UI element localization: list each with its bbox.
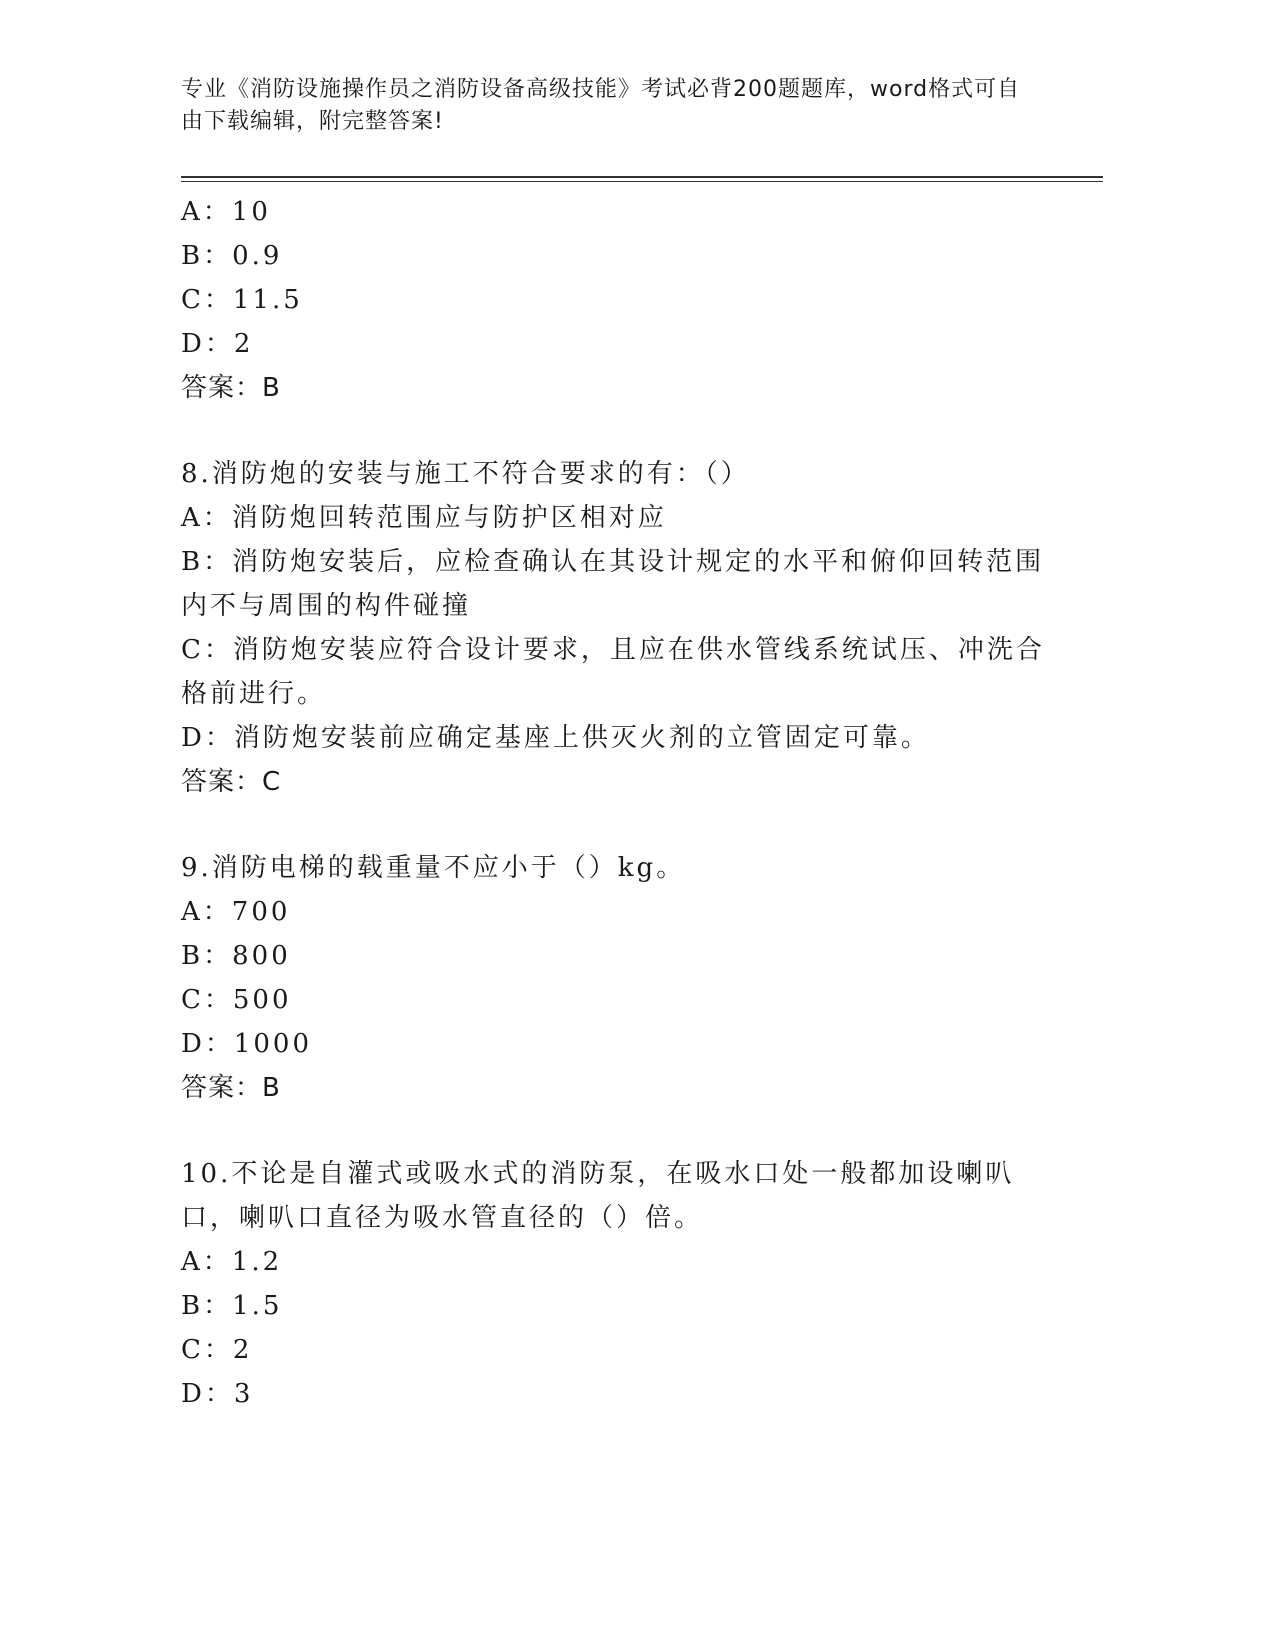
option-b: B：1.5 (181, 1291, 283, 1321)
option-c: C：消防炮安装应符合设计要求，且应在供水管线系统试压、冲洗合格前进行。 (181, 635, 1045, 709)
spacer (181, 1110, 1061, 1152)
option-b: B：消防炮安装后，应检查确认在其设计规定的水平和俯仰回转范围内不与周围的构件碰撞 (181, 547, 1045, 621)
question-stem: 10.不论是自灌式或吸水式的消防泵，在吸水口处一般都加设喇叭口，喇叭口直径为吸水管直径的（）倍。 (181, 1159, 1015, 1233)
document-content (181, 190, 1061, 1416)
question-block-8 (181, 452, 1061, 804)
question-block-10 (181, 1152, 1061, 1416)
option-a: A：700 (181, 897, 291, 927)
option-c: C：500 (181, 985, 292, 1015)
question-block-9 (181, 846, 1061, 1110)
option-b: B：0.9 (181, 241, 283, 271)
question-block-7 (181, 190, 1061, 410)
question-stem: 8.消防炮的安装与施工不符合要求的有：（） (181, 459, 750, 489)
document-header: 专业《消防设施操作员之消防设备高级技能》考试必背200题题库，word格式可自由下载编辑，附完整答案! (181, 77, 1021, 134)
header-rule-thin (181, 181, 1103, 182)
answer-line: 答案：B (181, 373, 281, 403)
header-rule-thick (181, 176, 1103, 178)
option-c: C：11.5 (181, 285, 303, 315)
option-b: B：800 (181, 941, 291, 971)
option-d: D：1000 (181, 1029, 313, 1059)
option-a: A：消防炮回转范围应与防护区相对应 (181, 503, 667, 533)
option-d: D：2 (181, 329, 254, 359)
option-a: A：10 (181, 197, 271, 227)
option-d: D：消防炮安装前应确定基座上供灭火剂的立管固定可靠。 (181, 723, 930, 753)
spacer (181, 410, 1061, 452)
option-c: C：2 (181, 1335, 253, 1365)
question-stem: 9.消防电梯的载重量不应小于（）kg。 (181, 853, 686, 883)
option-a: A：1.2 (181, 1247, 283, 1277)
spacer (181, 804, 1061, 846)
answer-line: 答案：C (181, 767, 282, 797)
option-d: D：3 (181, 1379, 254, 1409)
answer-line: 答案：B (181, 1073, 281, 1103)
